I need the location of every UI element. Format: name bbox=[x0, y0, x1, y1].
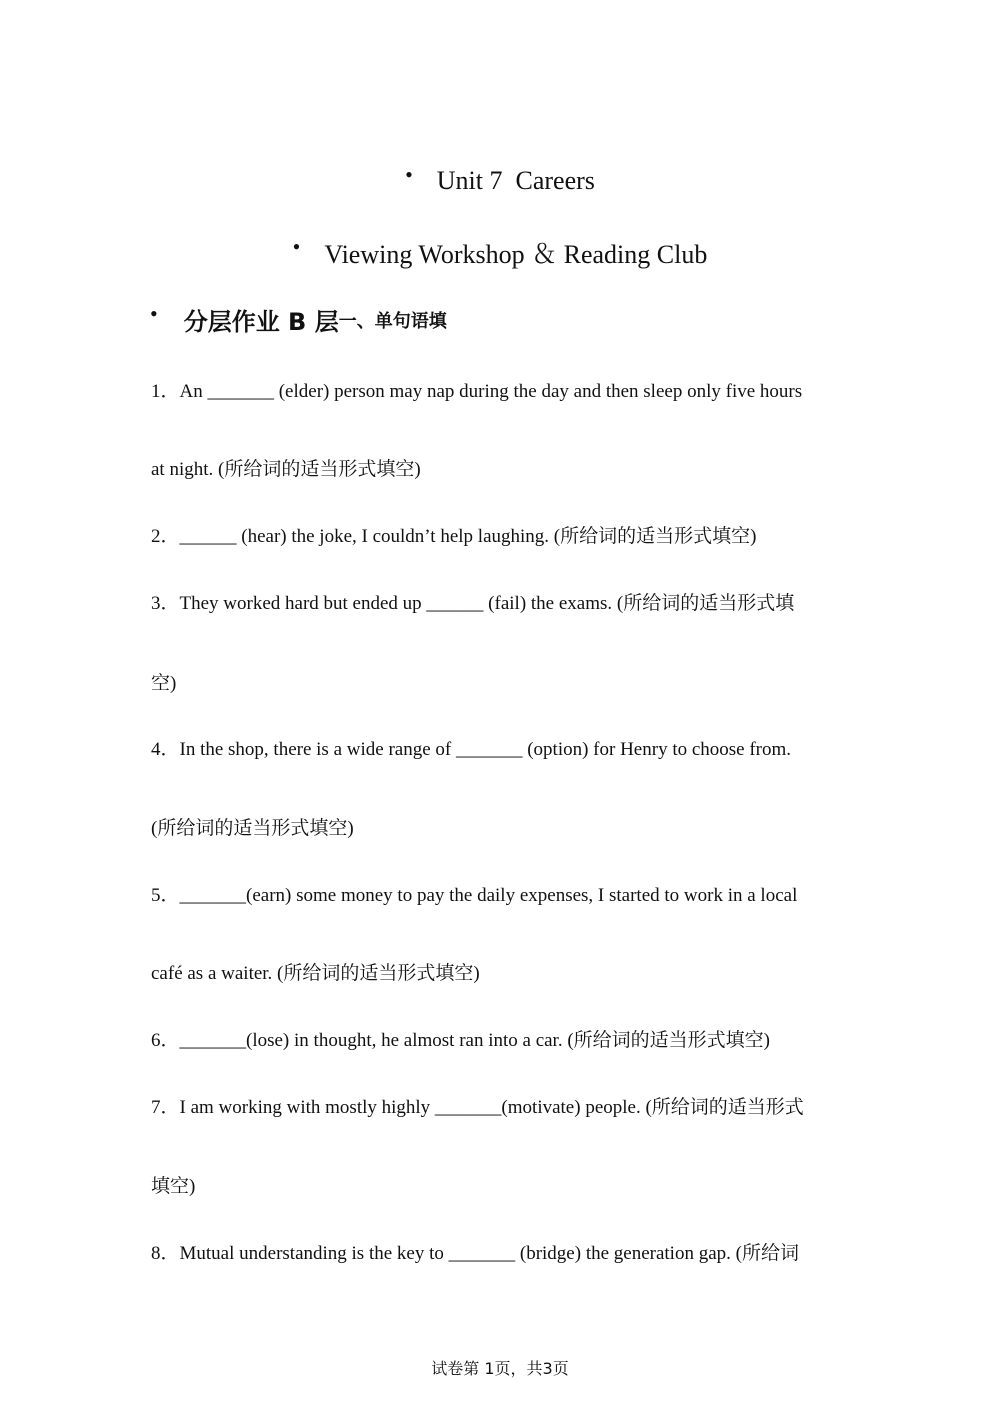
lesson-title bbox=[0, 234, 1000, 271]
question-2-line-1: 2．______ (hear) the joke, I couldn’t help laughing. (所给词的适当形式填空) bbox=[151, 526, 757, 547]
question-6-line-1: 6．_______(lose) in thought, he almost ran into a car. (所给词的适当形式填空) bbox=[151, 1030, 770, 1051]
question-8-line-1: 8．Mutual understanding is the key to _______ (bridge) the generation gap. (所给词 bbox=[151, 1243, 799, 1264]
question-7-line-1: 7．I am working with mostly highly _______(motivate) people. (所给词的适当形式 bbox=[151, 1097, 804, 1118]
question-5-line-2: café as a waiter. (所给词的适当形式填空) bbox=[151, 963, 480, 984]
section-title: 分层作业 B 层 bbox=[183, 308, 339, 336]
question-1-line-2: at night. (所给词的适当形式填空) bbox=[151, 459, 421, 480]
section-subtitle: 一、单句语填 bbox=[338, 310, 447, 332]
unit-title-text: Unit 7 Careers bbox=[436, 166, 595, 195]
bullet-icon: • bbox=[405, 162, 413, 187]
question-3-line-1: 3．They worked hard but ended up ______ (fail) the exams. (所给词的适当形式填 bbox=[151, 593, 795, 614]
lesson-title-text: Viewing Workshop ＆ Reading Club bbox=[324, 240, 708, 269]
question-7-line-2: 填空) bbox=[151, 1176, 196, 1197]
question-4-line-2: (所给词的适当形式填空) bbox=[151, 818, 354, 839]
question-4-line-1: 4．In the shop, there is a wide range of _______ (option) for Henry to choose from. bbox=[151, 739, 792, 760]
section-heading bbox=[150, 302, 447, 337]
question-3-line-2: 空) bbox=[151, 673, 177, 694]
page-footer: 试卷第 1页，共3页 bbox=[431, 1359, 569, 1378]
unit-title bbox=[0, 162, 1000, 196]
bullet-icon: • bbox=[150, 300, 158, 326]
question-5-line-1: 5．_______(earn) some money to pay the daily expenses, I started to work in a local bbox=[151, 885, 798, 906]
question-1-line-1: 1．An _______ (elder) person may nap during the day and then sleep only five hours bbox=[151, 381, 803, 402]
bullet-icon: • bbox=[292, 233, 301, 259]
